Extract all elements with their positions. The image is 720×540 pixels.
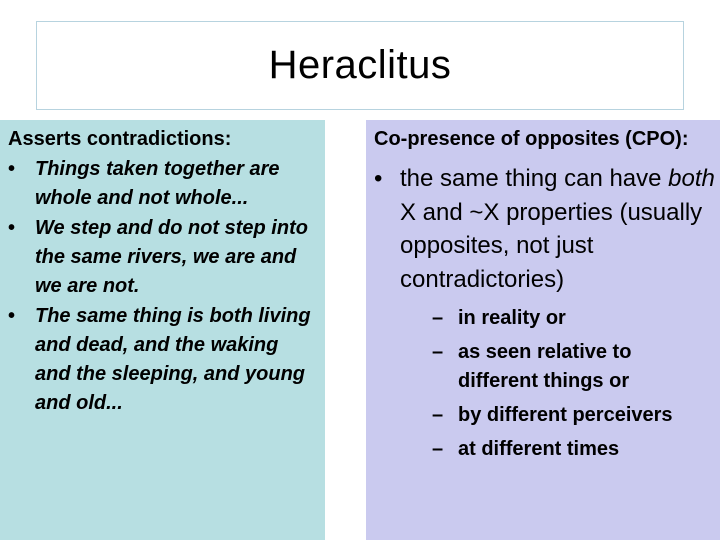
sub-list-item <box>400 304 716 333</box>
right-item-text-end: X and ~X properties (usually opposites, not just contradictories) <box>400 198 703 293</box>
dash-icon: – <box>432 341 444 363</box>
sub-list-item <box>400 435 716 464</box>
left-list-item <box>8 155 319 213</box>
bullet-icon: • <box>8 158 16 180</box>
bullet-icon: • <box>8 217 16 239</box>
right-list-item <box>374 162 716 464</box>
sub-list-item <box>400 338 716 396</box>
title-box <box>36 21 684 110</box>
bullet-icon: • <box>8 305 16 327</box>
right-list <box>374 162 716 464</box>
dash-icon: – <box>432 438 444 460</box>
left-item-text: Things taken together are whole and not whole... <box>35 158 280 209</box>
sub-list <box>400 304 716 464</box>
slide-title: Heraclitus <box>268 43 452 87</box>
left-list-item <box>8 214 319 301</box>
right-item-emphasis: both <box>668 165 715 192</box>
right-item-text-start: the same thing can have <box>400 165 669 192</box>
right-heading: Co-presence of opposites (CPO): <box>374 128 689 150</box>
left-panel <box>0 120 325 540</box>
sub-item-text: by different perceivers <box>458 404 673 426</box>
left-list <box>8 155 319 418</box>
dash-icon: – <box>432 404 444 426</box>
left-list-item <box>8 302 319 418</box>
sub-item-text: in reality or <box>458 307 566 329</box>
bullet-icon: • <box>374 165 383 192</box>
left-item-text: The same thing is both living and dead, and the waking and the sleeping, and young and old... <box>35 305 311 414</box>
sub-item-text: as seen relative to different things or <box>458 341 632 392</box>
sub-item-text: at different times <box>458 438 620 460</box>
left-item-text: We step and do not step into the same rivers, we are and we are not. <box>35 217 308 297</box>
right-panel <box>366 120 720 540</box>
left-heading: Asserts contradictions: <box>8 128 232 150</box>
dash-icon: – <box>432 307 444 329</box>
sub-list-item <box>400 401 716 430</box>
